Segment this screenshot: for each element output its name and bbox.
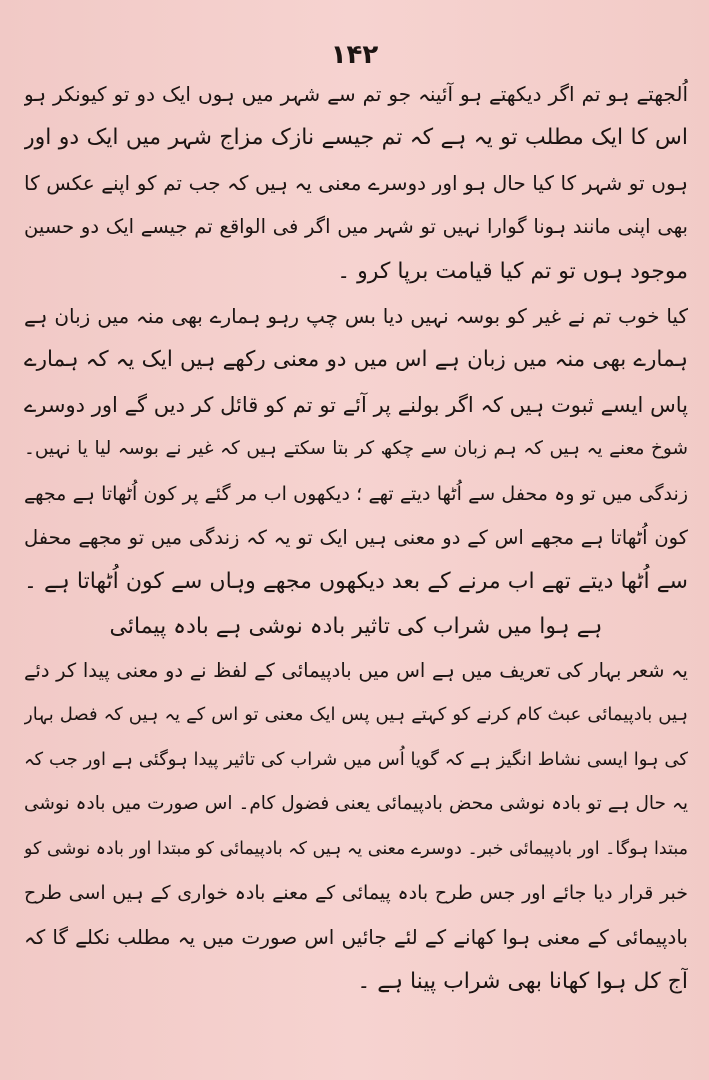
text-line: یہ حال ہے تو بادہ نوشی محض بادپیمائی یعنی فضول کام۔ اس صورت میں بادہ نوشی — [24, 793, 688, 815]
text-line: ہوں تو شہر کا کیا حال ہو اور دوسرے معنی یہ ہیں کہ جب تم کو اپنے عکس کا — [24, 170, 688, 195]
urdu-text-block — [24, 72, 688, 1004]
text-line: شوخ معنے یہ ہیں کہ ہم زبان سے چکھ کر بتا سکتے ہیں کہ غیر نے بوسہ لیا یا نہیں۔ — [24, 438, 688, 460]
text-line: مبتدا ہوگا۔ اور بادپیمائی خبر۔ دوسرے معنی یہ ہیں کہ بادپیمائی کو مبتدا اور بادہ نوشی کو — [24, 838, 688, 859]
text-line: یہ شعر بہار کی تعریف میں ہے اس میں بادپیمائی کے لفظ نے دو معنی پیدا کر دئے — [24, 659, 688, 683]
text-line: خبر قرار دیا جائے اور جس طرح بادہ پیمائی کے معنے بادہ خواری کے ہیں اسی طرح — [24, 882, 688, 905]
page-number: ۱۴۲ — [330, 40, 379, 70]
text-line: بادپیمائی کے معنی ہوا کھانے کے لئے جائیں اس صورت میں یہ مطلب نکلے گا کہ — [24, 925, 688, 950]
text-line: پاس ایسے ثبوت ہیں کہ اگر بولنے پر آئے تو تم کو قائل کر دیں گے اور دوسرے — [24, 392, 688, 417]
text-line: ہمارے بھی منہ میں زبان ہے اس میں دو معنی رکھے ہیں ایک یہ کہ ہمارے — [24, 347, 688, 373]
text-line: اُلجھتے ہو تم اگر دیکھتے ہو آئینہ جو تم سے شہر میں ہوں ایک دو تو کیونکر ہو — [24, 82, 688, 106]
verse-line: زندگی میں تو وہ محفل سے اُٹھا دیتے تھے ؛ دیکھوں اب مر گئے پر کون اُٹھاتا ہے مجھے — [24, 482, 688, 505]
text-line: اس کا ایک مطلب تو یہ ہے کہ تم جیسے نازک مزاج شہر میں ایک دو اور — [24, 125, 688, 151]
verse-line: کیا خوب تم نے غیر کو بوسہ نہیں دیا بس چپ رہو ہمارے بھی منہ میں زبان ہے — [24, 303, 688, 328]
text-line: موجود ہوں تو تم کیا قیامت برپا کرو ۔ — [337, 258, 688, 284]
text-line: آج کل ہوا کھانا بھی شراب پینا ہے ۔ — [357, 968, 688, 994]
text-line: کون اُٹھاتا ہے مجھے اس کے دو معنی ہیں ایک تو یہ کہ زندگی میں تو مجھے محفل — [24, 525, 688, 549]
text-line: سے اُٹھا دیتے تھے اب مرنے کے بعد دیکھوں مجھے وہاں سے کون اُٹھاتا ہے ۔ — [24, 569, 688, 595]
verse-line: ہے ہوا میں شراب کی تاثیر بادہ نوشی ہے بادہ پیمائی — [109, 613, 603, 639]
text-line: ہیں بادپیمائی عبث کام کرنے کو کہتے ہیں پس ایک معنی تو اس کے یہ ہیں کہ فصل بہار — [24, 704, 688, 726]
text-line: کی ہوا ایسی نشاط انگیز ہے کہ گویا اُس میں شراب کی تاثیر پیدا ہوگئی ہے اور جب کہ — [24, 748, 688, 770]
text-line: بھی اپنی مانند ہونا گوارا نہیں تو شہر میں اگر فی الواقع تم جیسے ایک دو حسین — [24, 215, 688, 239]
